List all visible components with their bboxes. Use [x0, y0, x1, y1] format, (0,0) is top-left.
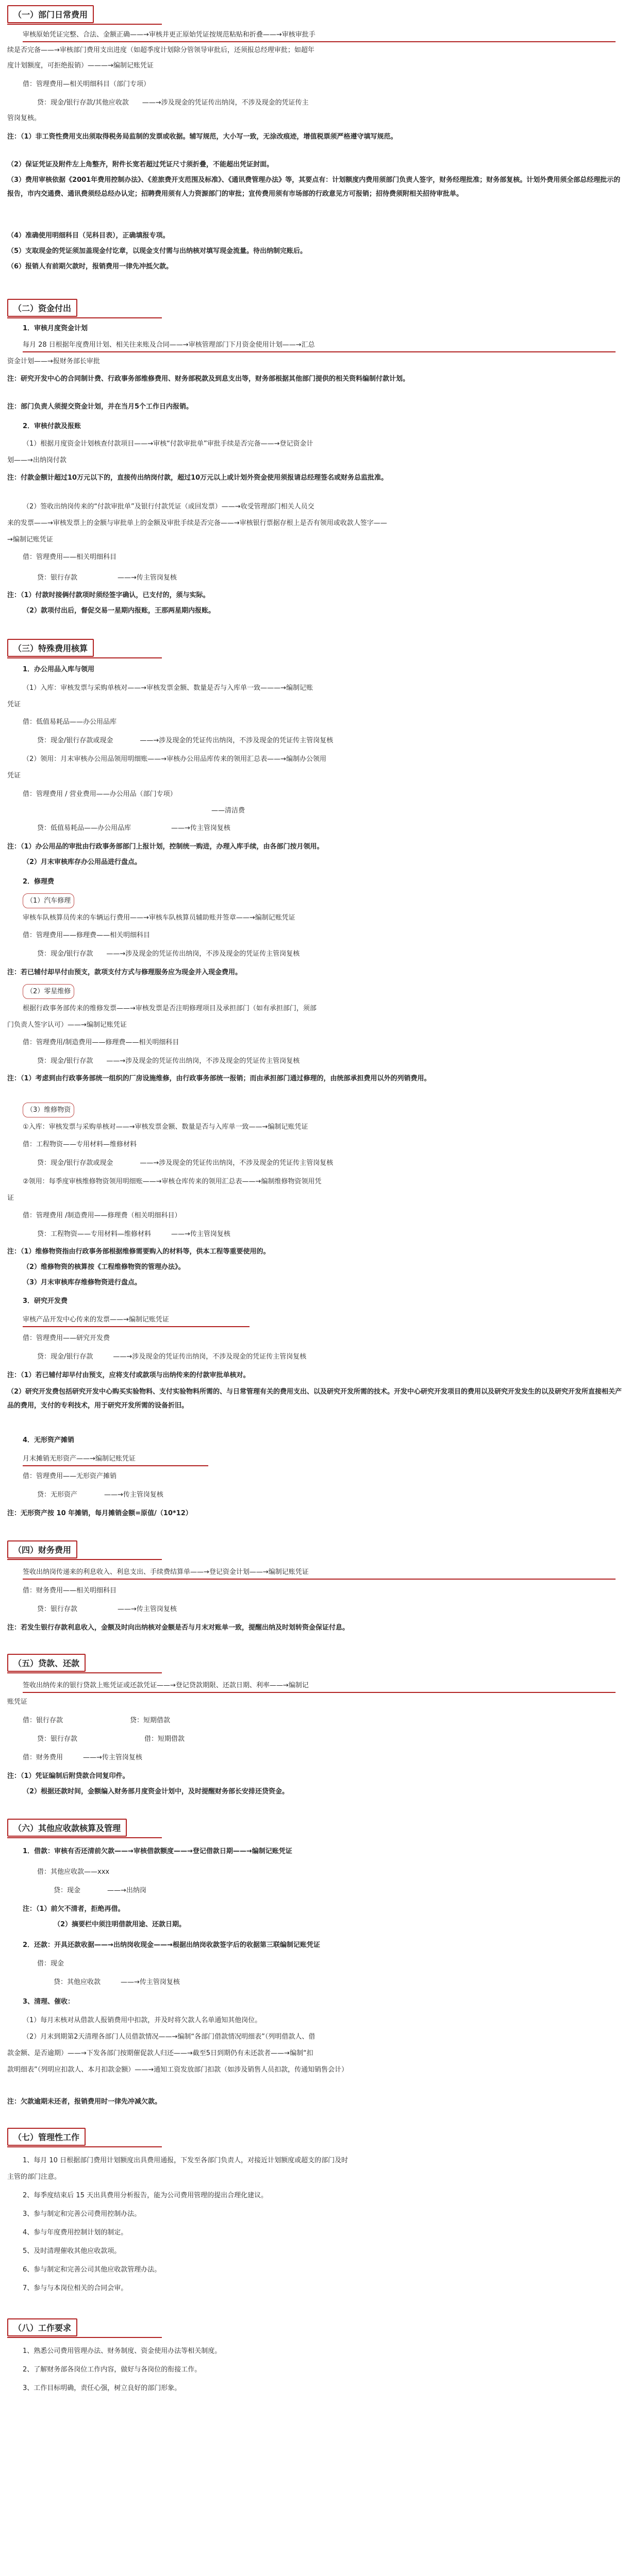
- text-line: 贷：现金/银行存款 ——→涉及现金的凭证传出纳岗，不涉及现金的凭证传主管岗复核: [37, 950, 300, 958]
- text-line: （2）领用：月末审核办公用品领用明细账——→审核办公用品库传来的领用汇总表——→编制办公领用: [23, 755, 327, 763]
- section-underline: [7, 24, 162, 25]
- text-line: 贷：现金/银行存款 ——→涉及现金的凭证传出纳岗，不涉及现金的凭证传主管岗复核: [37, 1353, 307, 1361]
- note: 注：研究开发中心的合同制计费、行政事务部维修费用、财务部税款及到息支出等，财务部根据其他部门提供的相关资料编制付款计划。: [7, 375, 410, 383]
- text-line: 借：财务费用——相关明细科目: [23, 1587, 117, 1595]
- note: （3）月末审核库存维修物资进行盘点。: [23, 1279, 142, 1286]
- text-line: 借：管理费用——相关明细科目: [23, 553, 117, 561]
- note: 注：若已辅付却早付由预支，款项支付方式与修理服务应为现金并入现金费用。: [7, 969, 242, 976]
- text-line: 来的发票——→审核发票上的金额与审批单上的金额及审批手续是否完备——→审核银行票据存根上是否有领用或收款人签字——: [7, 519, 387, 527]
- text-line: 1、熟悉公司费用管理办法、财务制度、资金使用办法等相关制度。: [23, 2347, 222, 2355]
- subheading: 3．研究开发费: [23, 1297, 68, 1305]
- note: 注：（1）付款时接俩付款项时须经签字确认，已支付的，须与实际。: [7, 591, 210, 599]
- text-line: 2．还款：开具还款收据——→出纳岗收现金——→根据出纳岗收款签字后的收据第三联编制记账凭证: [23, 1941, 320, 1949]
- subheading: 1．审核月度资金计划: [23, 325, 88, 332]
- section-7-header: [7, 2128, 624, 2146]
- text-line: 贷：现金/银行存款或现金 ——→涉及现金的凭证传出纳岗，不涉及现金的凭证传主管岗复核: [37, 737, 334, 744]
- text-line: 款明细表”（列明应扣款人、本月扣款金额）——→通知工资发放部门扣款（如涉及销售人员扣款，传通知销售会计）: [7, 2066, 348, 2074]
- paren-label: [7, 1103, 631, 1117]
- text-line: 门负责人签字认可）——→编制记账凭证: [7, 1021, 127, 1029]
- text-line: 审核产品开发中心传来的发票——→编制记账凭证: [23, 1316, 169, 1324]
- section-title: （八）工作要求: [7, 2318, 77, 2336]
- text-line: 贷：银行存款 ——→传主管岗复核: [37, 1605, 177, 1613]
- text-line: （1）根据月度资金计划核查付款项目——→审核“付款审批单”审批手续是否完备——→登记资金计: [23, 440, 313, 448]
- text-line: 贷：工程物资——专用材料—维修材料 ——→传主管岗复核: [37, 1230, 230, 1238]
- text-line: 资金计划——→报财务部长审批: [7, 358, 100, 365]
- text-line: 3、参与制定和完善公司费用控制办法。: [23, 2210, 141, 2218]
- section-underline: [7, 2146, 162, 2147]
- subitem-label: （2）零星维修: [23, 984, 74, 999]
- text-line: （1）入库：审核发票与采购单核对——→审核发票金额、数量是否与入库单一致———→编制记账: [23, 684, 313, 692]
- subheading: 3、清理、催收：: [23, 1998, 75, 2006]
- text-line: 借：低值易耗品——办公用品库: [23, 718, 117, 726]
- note: （2）根据还款时间，金额编入财务部月度资金计划中，及时提醒财务部长安排还贷资金。: [23, 1788, 289, 1795]
- text-line: 续是否完备——→审核部门费用支出进度（如超季度计划除分管领导审批后，还须报总经理审批；如超年: [7, 46, 314, 54]
- text-line: 2、了解财务部各岗位工作内容，做好与各岗位的衔接工作。: [23, 2366, 202, 2374]
- note: 注：（1）若已辅付却早付由预支，应将支付或款项与出纳传来的付款审批单核对。: [7, 1371, 250, 1379]
- text-line: →编制记账凭证: [7, 536, 53, 544]
- text-line: 签收出纳岗传递来的利息收入、利息支出、手续费结算单——→登记资金计划——→编制记账凭证: [23, 1568, 309, 1576]
- highlight-underline: [23, 1692, 616, 1693]
- note: （2）维修物资的核算按《工程维修物资的管理办法》。: [23, 1263, 185, 1271]
- section-title: （二）资金付出: [7, 299, 77, 317]
- text-line: 审核原始凭证完整、合法、金额正确——→审核并更正原始凭证按规范粘贴和折叠——→审核审批手: [23, 31, 315, 39]
- text-line: 1．借款：审核有否还清前欠款——→审核借款额度——→登记借款日期——→编制记账凭证: [23, 1848, 292, 1855]
- text-line: 主管的部门注意。: [7, 2173, 61, 2181]
- section-underline: [7, 1559, 162, 1560]
- text-line: （1）每月末核对从借款人报销费用中扣款，并及时将欠款人名单通知其他岗位。: [23, 2016, 262, 2024]
- note: 注：付款金额计超过10万元以下的，直接传出纳岗付款，超过10万元以上或计划外资金使用须报请总经理签名或财务总监批准。: [7, 474, 388, 482]
- text-line: 贷：现金/银行存款 ——→涉及现金的凭证传出纳岗，不涉及现金的凭证传主管岗复核: [37, 1057, 300, 1065]
- text-line: 贷：低值易耗品——办公用品库 ——→传主管岗复核: [37, 824, 230, 832]
- text-line: 4、参与年度费用控制计划的制定。: [23, 2229, 128, 2236]
- text-line: 借：管理费用——修理费——相关明细科目: [23, 931, 151, 939]
- text-line: 根据行政事务部传来的维修发票——→审核发票是否注明修理项目及承担部门（如有承担部门，须部: [23, 1005, 317, 1012]
- note: 注：（1）凭证编制后附贷款合同复印件。: [7, 1772, 129, 1780]
- text-line: 贷：现金/银行存款或现金 ——→涉及现金的凭证传出纳岗，不涉及现金的凭证传主管岗复核: [37, 1159, 334, 1167]
- text-line: 贷：银行存款 ——→传主管岗复核: [37, 574, 177, 582]
- note: （2）摘要栏中须注明借款用途、还款日期。: [54, 1921, 186, 1928]
- section-title: （四）财务费用: [7, 1540, 77, 1558]
- text-line: 管岗复核。: [7, 114, 41, 122]
- section-8-header: [7, 2318, 624, 2336]
- text-line: 5、及时清理催收其他应收款项。: [23, 2247, 121, 2255]
- text-line: 贷：现金 ——→出纳岗: [54, 1887, 146, 1894]
- text-line: ①入库：审核发票与采购单核对——→审核发票金额、数量是否与入库单一致——→编制记账凭证: [23, 1123, 308, 1131]
- text-line: 借：管理费用/制造费用——修理费——相关明细科目: [23, 1039, 179, 1046]
- text-line: 贷：无形资产 ——→传主管岗复核: [37, 1491, 163, 1499]
- text-line: 2、每季度结束后 15 天出具费用分析报告，能为公司费用管理的提出合理化建议。: [23, 2192, 268, 2199]
- text-line: 凭证: [7, 701, 21, 708]
- section-underline: [7, 1672, 162, 1673]
- text-line: ——清洁费: [211, 807, 245, 815]
- text-line: 6、参与制定和完善公司其他应收款管理办法。: [23, 2266, 161, 2274]
- section-title: （一）部门日常费用: [7, 5, 94, 23]
- section-underline: [7, 657, 162, 658]
- note: （2）保证凭证及附件左上角整齐，附件长宽若超过凭证尺寸须折叠，不能超出凭证封面。: [7, 161, 274, 168]
- text-line: 贷：银行存款 借：短期借款: [37, 1735, 185, 1743]
- text-line: （2）签收出纳岗传来的“付款审批单”及银行付款凭证（或回发票）——→收受管理部门相关人员交: [23, 503, 314, 511]
- text-line: 借：管理费用——无形资产摊销: [23, 1472, 117, 1480]
- text-line: 度计划额度，可拒绝报销）———→编制记账凭证: [7, 62, 154, 70]
- section-title: （三）特殊费用核算: [7, 639, 94, 657]
- section-2-header: [7, 299, 624, 317]
- subheading: 2．修理费: [23, 878, 55, 886]
- section-title: （六）其他应收款核算及管理: [7, 1819, 127, 1837]
- note: （2）研究开发费包括研究开发中心购买实验物料、支付实验物料所需的、与日常管理有关的费用支出、以及研究开发所需的技术。开发中心研究开发项目的费用以及研究开发发生的以及研究开发所直接相关产品的费用，支付的专利技术，用于研究开发所需的设备折旧。: [7, 1388, 622, 1410]
- text-line: 借：现金: [37, 1960, 64, 1968]
- note: 注：欠款逾期未还者，报销费用时一律先冲减欠款。: [7, 2098, 162, 2106]
- note: 注：（1）考虑到由行政事务部统一组织的厂房设施维修，由行政事务部统一报销；而由承担部门通过修理的，由统部承担费用以外的列销费用。: [7, 1075, 431, 1082]
- subheading: 4．无形资产摊销: [23, 1436, 75, 1444]
- note: 注：（1）前欠不清者，拒绝再借。: [23, 1905, 125, 1913]
- text-line: 凭证: [7, 772, 21, 779]
- note: 注：（1）办公用品的审批由行政事务部部门上报计划，控制统一购进，办理入库手续，由各部门按月领用。: [7, 843, 324, 851]
- text-line: 借：管理费用 / 营业费用——办公用品（部门专项）: [23, 790, 177, 798]
- section-title: （五）贷款、还款: [7, 1654, 86, 1672]
- text-line: 签收出纳传来的银行贷款上账凭证或还款凭证——→登记贷款期限、还款日期、利率——→编制记: [23, 1682, 309, 1689]
- text-line: 月末摊销无形资产——→编制记账凭证: [23, 1455, 136, 1463]
- text-line: 证: [7, 1194, 14, 1202]
- subitem-label: （3）维修物资: [23, 1103, 74, 1117]
- text-line: 借：银行存款 贷：短期借款: [23, 1717, 171, 1724]
- section-underline: [7, 2337, 162, 2338]
- subitem-label: （1）汽车修理: [23, 893, 74, 908]
- text-line: 款金额、是否逾期）——→下发各部门按期催促款人归还——→截至5日到期仍有未还款者——→编制“扣: [7, 2049, 313, 2057]
- text-line: ②领用：每季度审核维修物资领用明细账——→审核仓库传来的领用汇总表——→编制维修物资领用凭: [23, 1178, 322, 1185]
- note: （6）报销人有前期欠款时，报销费用一律先冲抵欠款。: [7, 263, 173, 270]
- note: 注：（1）维修物资指由行政事务部根据维修需要购入的材料等，供本工程等重要使用的。: [7, 1248, 270, 1256]
- text-line: 贷：其他应收款 ——→传主管岗复核: [54, 1978, 180, 1986]
- text-line: 借：管理费用—相关明细科目（部门专项）: [23, 80, 151, 88]
- note: 注：无形资产按 10 年摊销，每月摊销金额=原值/（10*12）: [7, 1510, 192, 1517]
- text-line: 1、每月 10 日根据部门费用计划额度出具费用通报，下发至各部门负责人，对接近计划额度或超支的部门及时: [23, 2157, 348, 2164]
- highlight-underline: [23, 1579, 616, 1580]
- note: （5）支取现金的凭证须加盖现金付讫章，以现金支付需与出纳核对填写现金流量。待出纳制完账后。: [7, 247, 307, 255]
- note: （2）款项付出后，督促交易一星期内报账，王那两星期内报账。: [23, 607, 215, 615]
- text-line: 借：其他应收款——xxx: [37, 1868, 110, 1876]
- note: 注：部门负责人须提交资金计划，并在当月5个工作日内报销。: [7, 403, 193, 411]
- text-line: 借：工程物资——专用材料—维修材料: [23, 1141, 137, 1148]
- text-line: 贷：现金/银行存款/其他应收款 ——→涉及现金的凭证传出纳岗，不涉及现金的凭证传主: [37, 99, 309, 107]
- note: （4）准确使用明细科目（见科目表），正确填报专项。: [7, 232, 170, 240]
- highlight-underline: [23, 1326, 250, 1327]
- text-line: 3、工作目标明确，责任心强，树立良好的部门形象。: [23, 2384, 181, 2392]
- text-line: 划——→出纳岗付款: [7, 456, 67, 464]
- text-line: 审核车队核算员传来的车辆运行费用——→审核车队核算员辅助账并签章——→编制记账凭证: [23, 914, 295, 922]
- section-5-header: [7, 1654, 624, 1672]
- note: （2）月末审核库存办公用品进行盘点。: [23, 858, 142, 866]
- text-line: 账凭证: [7, 1698, 28, 1706]
- paren-label: [7, 984, 631, 999]
- text-line: 借：管理费用 /制造费用——修理费（相关明细科目）: [23, 1212, 181, 1219]
- section-underline: [7, 1837, 162, 1838]
- text-line: （2）月末到期第2天清理各部门人员借款情况——→编制“各部门借款情况明细表”（列明借款人、借: [23, 2033, 315, 2041]
- highlight-underline: [23, 351, 616, 352]
- highlight-underline: [23, 41, 616, 42]
- paren-label: [7, 893, 631, 908]
- note: 注：若发生银行存款利息收入，金额及时向出纳核对金额是否与月末对账单一致，提醒出纳及时划转资金保证付息。: [7, 1624, 350, 1632]
- subheading: 1．办公用品入库与领用: [23, 666, 95, 673]
- text-line: 借：管理费用——研究开发费: [23, 1334, 110, 1342]
- section-1-header: [7, 5, 624, 23]
- note: 注：（1）非工资性费用支出须取得税务局监制的发票或收据。辅写规范，大小写一致，无涂改痕迹，增值税票须严格遵守填写规范。: [7, 133, 397, 141]
- section-underline: [7, 317, 162, 318]
- text-line: 每月 28 日根据年度费用计划、相关往来账及合同——→审核管理部门下月资金使用计划——→汇总: [23, 341, 315, 349]
- subheading: 2．审核付款及报账: [23, 422, 81, 430]
- text-line: 借：财务费用 ——→传主管岗复核: [23, 1754, 142, 1761]
- text-line: 7、参与与本岗位相关的合同会审。: [23, 2284, 128, 2292]
- highlight-underline: [23, 1465, 208, 1466]
- section-3-header: [7, 639, 624, 657]
- section-title: （七）管理性工作: [7, 2128, 86, 2146]
- section-6-header: [7, 1819, 624, 1837]
- note: （3）费用审核依据《2001年费用控制办法》、《差旅费开支范围及标准》、《通讯费管理办法》等，其要点有：计划额度内费用须部门负责人签字，财务经理批准；财务部复核。计划外费用须全部总经理批示的报告，市内交通费、通讯费须经总经办认定；招聘费用须有人力资源部门的审批；宣传费用须有市场部的行政意见方可报销；招待费须附相关招待审批单。: [7, 176, 621, 198]
- section-4-header: [7, 1540, 624, 1558]
